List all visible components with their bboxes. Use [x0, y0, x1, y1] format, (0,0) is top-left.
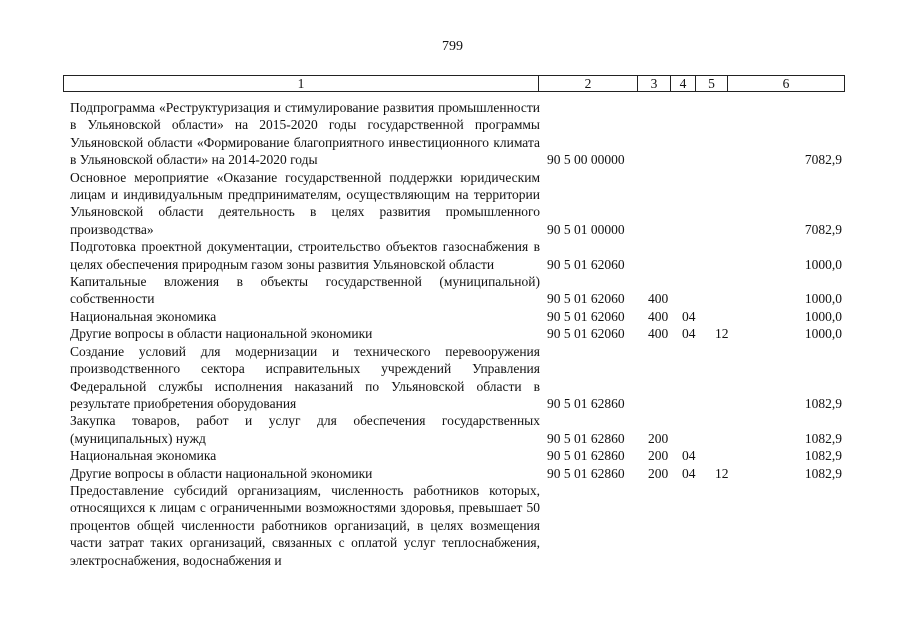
row-code: 90 5 01 62060 [547, 291, 625, 307]
row-code: 90 5 01 00000 [547, 221, 625, 237]
row-code: 90 5 01 62860 [547, 430, 625, 446]
row-name: Национальная экономика [70, 448, 217, 464]
table-row [70, 273, 850, 308]
row-code: 90 5 01 62860 [547, 448, 625, 464]
row-name: Другие вопросы в области национальной экономики [70, 326, 373, 342]
table-row [70, 238, 850, 273]
table-row [70, 412, 850, 447]
row-sum: 7082,9 [804, 221, 842, 237]
row-rz: 04 [682, 465, 696, 481]
row-name: Национальная экономика [70, 308, 217, 324]
row-sum: 1000,0 [804, 256, 842, 272]
row-name: Подготовка проектной документации, строительство объектов газоснабжения в целях обеспечения природным газом зоны развития Ульяновской области [70, 239, 540, 272]
header-col-1: 1 [64, 76, 539, 91]
row-code: 90 5 01 62060 [547, 308, 625, 324]
row-sum: 1082,9 [804, 448, 842, 464]
row-vr: 200 [648, 448, 669, 464]
row-name: Другие вопросы в области национальной экономики [70, 465, 373, 481]
header-col-3: 3 [638, 76, 671, 91]
row-sum: 1082,9 [804, 465, 842, 481]
row-sum: 7082,9 [804, 152, 842, 168]
table-row [70, 482, 850, 569]
row-code: 90 5 01 62060 [547, 256, 625, 272]
row-name: Закупка товаров, работ и услуг для обеспечения государственных (муниципальных) нужд [70, 413, 540, 446]
page-number: 799 [442, 39, 463, 54]
header-col-2: 2 [539, 76, 638, 91]
row-pr: 12 [715, 326, 729, 342]
row-sum: 1000,0 [804, 291, 842, 307]
header-col-6: 6 [782, 76, 790, 91]
table-row [70, 325, 850, 342]
table-row [70, 99, 850, 169]
row-name: Основное мероприятие «Оказание государственной поддержки юридическим лицам и индивидуальным предпринимателям, осуществляющим на территории Ульяновской области деятельность в целях развития промышленного производства» [70, 169, 540, 237]
row-vr: 400 [648, 308, 669, 324]
row-vr: 400 [648, 291, 669, 307]
row-rz: 04 [682, 326, 696, 342]
row-name: Создание условий для модернизации и технического перевооружения производственного сектора исправительных учреждений Управления Федеральной службы исполнения наказаний по Ульяновской области в результате приобретения оборудования [70, 343, 540, 411]
row-rz: 04 [682, 308, 696, 324]
row-name: Капитальные вложения в объекты государственной (муниципальной) собственности [70, 274, 540, 307]
table-row [70, 465, 850, 482]
header-col-5: 5 [696, 76, 728, 91]
row-sum: 1082,9 [804, 395, 842, 411]
row-name: Подпрограмма «Реструктуризация и стимулирование развития промышленности в Ульяновской области» на 2015-2020 годы государственной программы Ульяновской области «Формирование благоприятного инвестиционного климата в Ульяновской области» на 2014-2020 годы [70, 100, 540, 168]
table-header [63, 75, 845, 92]
table-row [70, 308, 850, 325]
table-body [70, 99, 850, 569]
row-code: 90 5 01 62860 [547, 395, 625, 411]
row-rz: 04 [682, 448, 696, 464]
row-sum: 1000,0 [804, 308, 842, 324]
header-col-4: 4 [671, 76, 696, 91]
table-row [70, 343, 850, 413]
row-pr: 12 [715, 465, 729, 481]
row-code: 90 5 01 62060 [547, 326, 625, 342]
row-vr: 200 [648, 430, 669, 446]
table-row [70, 447, 850, 464]
row-vr: 200 [648, 465, 669, 481]
row-sum: 1082,9 [804, 430, 842, 446]
row-code: 90 5 00 00000 [547, 152, 625, 168]
row-vr: 400 [648, 326, 669, 342]
row-name: Предоставление субсидий организациям, численность работников которых, относящихся к лицам с ограниченными возможностями здоровья, превышает 50 процентов общей численности работников организаций, в целях возмещения части затрат таких организаций, связанных с оплатой услуг теплоснабжения, электроснабжения, водоснабжения и [70, 482, 540, 568]
row-code: 90 5 01 62860 [547, 465, 625, 481]
table-row [70, 169, 850, 239]
row-sum: 1000,0 [804, 326, 842, 342]
